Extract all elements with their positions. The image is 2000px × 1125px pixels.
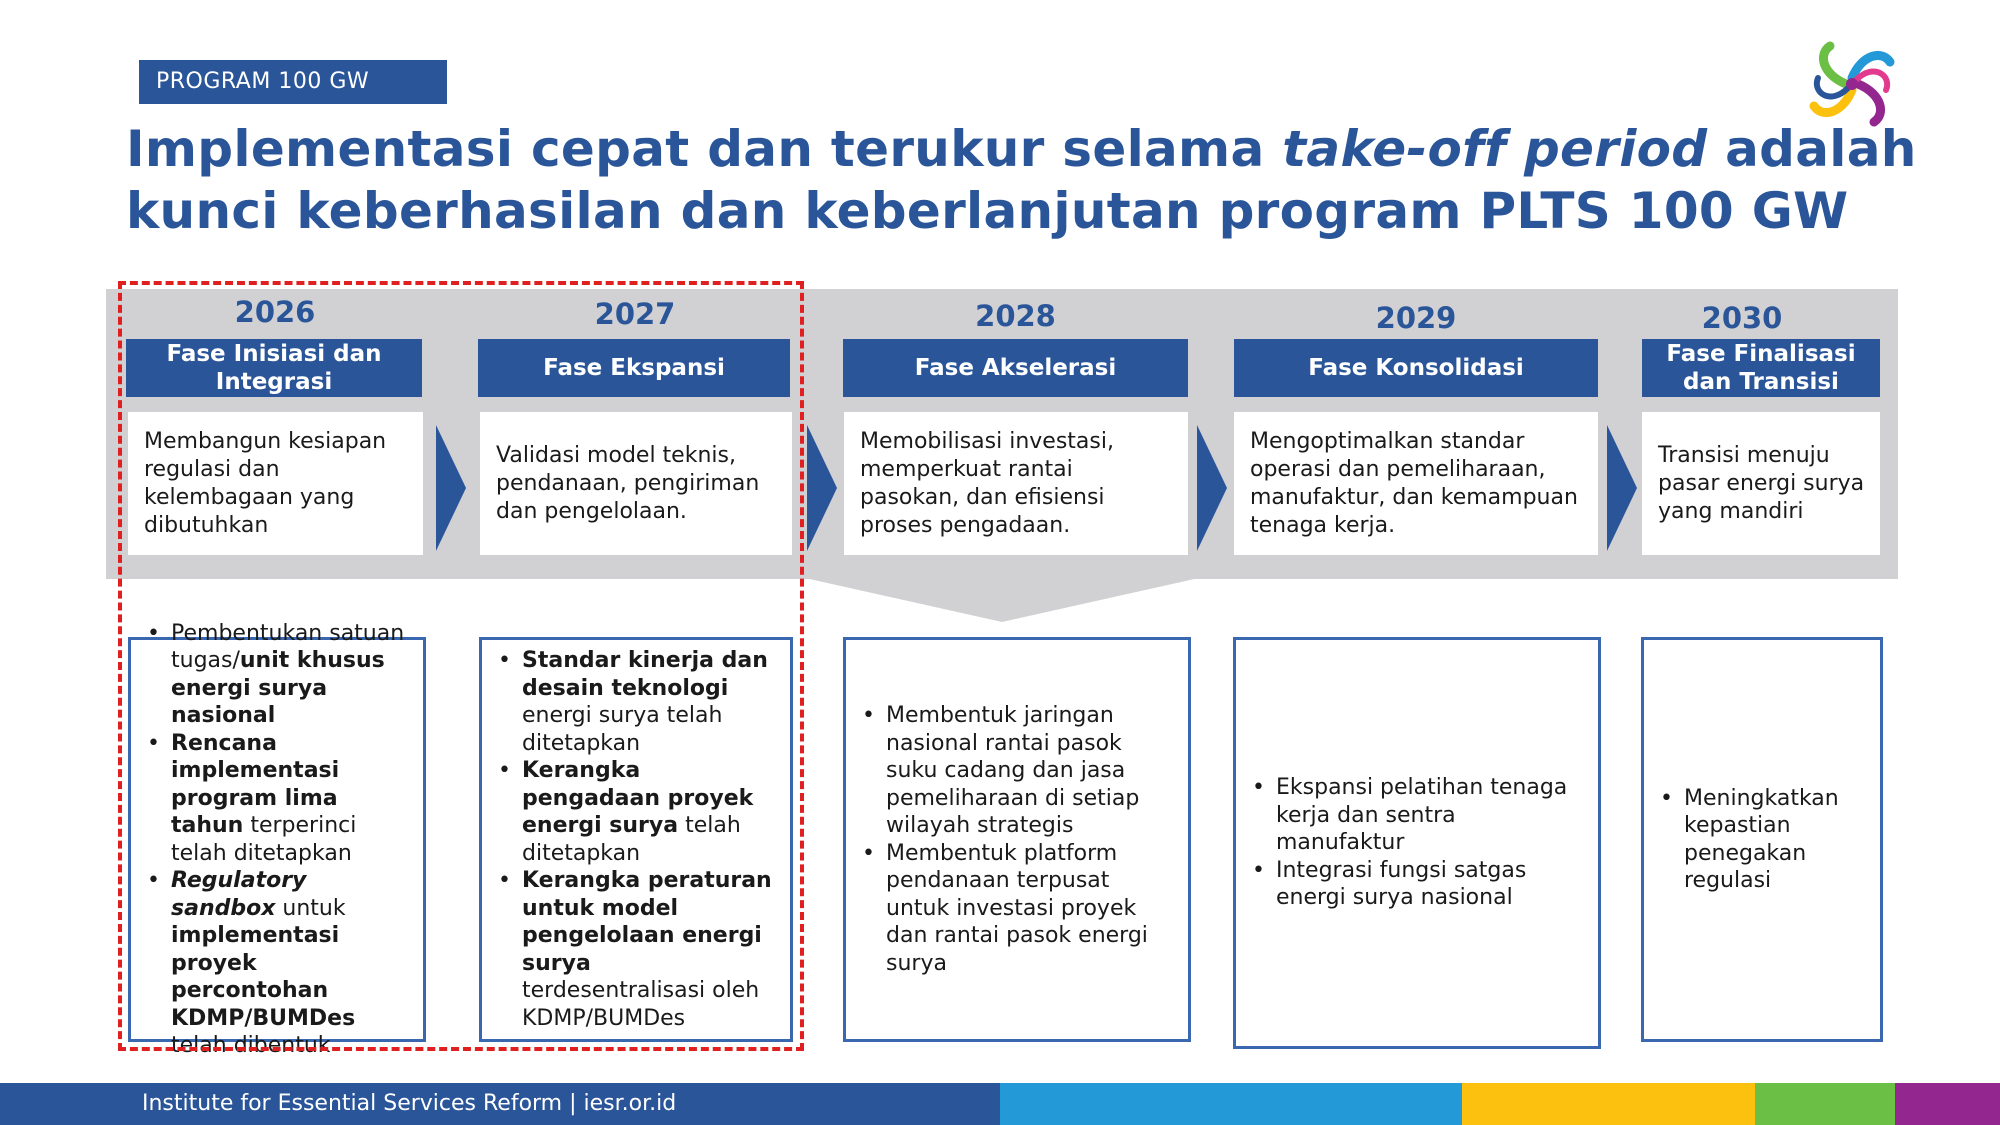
phase-header-2027: Fase Ekspansi (478, 339, 790, 397)
year-2026: 2026 (234, 295, 316, 329)
footer-segment (1895, 1083, 2000, 1125)
footer-segment (1755, 1083, 1895, 1125)
chevron-right-icon (807, 425, 837, 551)
phase-desc-2030: Transisi menuju pasar energi surya yang mandiri (1642, 412, 1880, 555)
phase-desc-2028: Memobilisasi investasi, memperkuat rantai pasokan, dan efisiensi proses pengadaan. (844, 412, 1188, 555)
title-italic: take-off period (1282, 120, 1708, 178)
list-item: • Kerangka peraturan untuk model pengelolaan energi surya terdesentralisasi oleh KDMP/BUMDes (492, 867, 778, 1032)
list-item: • Standar kinerja dan desain teknologi energi surya telah ditetapkan (492, 647, 778, 757)
chevron-right-icon (1607, 425, 1637, 551)
list-item: • Ekspansi pelatihan tenaga kerja dan sentra manufaktur (1246, 774, 1586, 857)
phase-header-2028: Fase Akselerasi (843, 339, 1188, 397)
phase-header-2030: Fase Finalisasi dan Transisi (1642, 339, 1880, 397)
year-2029: 2029 (1375, 301, 1457, 335)
detail-list-2028 (856, 702, 1176, 977)
list-item: • Integrasi fungsi satgas energi surya nasional (1246, 857, 1586, 912)
detail-box-2028 (843, 637, 1191, 1042)
phase-header-2029: Fase Konsolidasi (1234, 339, 1598, 397)
list-item: • Kerangka pengadaan proyek energi surya telah ditetapkan (492, 757, 778, 867)
footer-text: Institute for Essential Services Reform | iesr.or.id (142, 1091, 677, 1116)
year-2028: 2028 (975, 299, 1056, 333)
page-title (126, 118, 1986, 242)
list-item: • Regulatory sandbox untuk implementasi proyek percontohan KDMP/BUMDes telah dibentuk (141, 867, 411, 1060)
phase-header-2026: Fase Inisiasi dan Integrasi (126, 339, 422, 397)
phase-desc-2026: Membangun kesiapan regulasi dan kelembagaan yang dibutuhkan (128, 412, 423, 555)
title-part2: adalah kunci keberhasilan dan keberlanjutan program PLTS 100 GW (126, 120, 1917, 240)
year-2027: 2027 (594, 297, 676, 331)
detail-list-2030 (1654, 785, 1868, 895)
list-item: • Membentuk jaringan nasional rantai pasok suku cadang dan jasa pemeliharaan di setiap wilayah strategis (856, 702, 1176, 840)
phase-desc-2027: Validasi model teknis, pendanaan, pengiriman dan pengelolaan. (480, 412, 792, 555)
footer-segment (1462, 1083, 1755, 1125)
chevron-right-icon (1197, 425, 1227, 551)
list-item: • Rencana implementasi program lima tahun terperinci telah ditetapkan (141, 730, 411, 868)
list-item: • Meningkatkan kepastian penegakan regulasi (1654, 785, 1868, 895)
detail-box-2029 (1233, 637, 1601, 1049)
detail-box-2030 (1641, 637, 1883, 1042)
list-item: • Membentuk platform pendanaan terpusat untuk investasi proyek dan rantai pasok energi surya (856, 840, 1176, 978)
footer-segment (1000, 1083, 1462, 1125)
take-off-period-highlight (118, 281, 804, 1051)
detail-list-2029 (1246, 774, 1586, 912)
program-tag: PROGRAM 100 GW (139, 60, 447, 104)
title-part1: Implementasi cepat dan terukur selama (126, 120, 1283, 178)
year-2030: 2030 (1701, 301, 1783, 335)
phase-desc-2029: Mengoptimalkan standar operasi dan pemeliharaan, manufaktur, dan kemampuan tenaga kerja. (1234, 412, 1598, 555)
list-item: • Pembentukan satuan tugas/unit khusus energi surya nasional (141, 620, 411, 730)
